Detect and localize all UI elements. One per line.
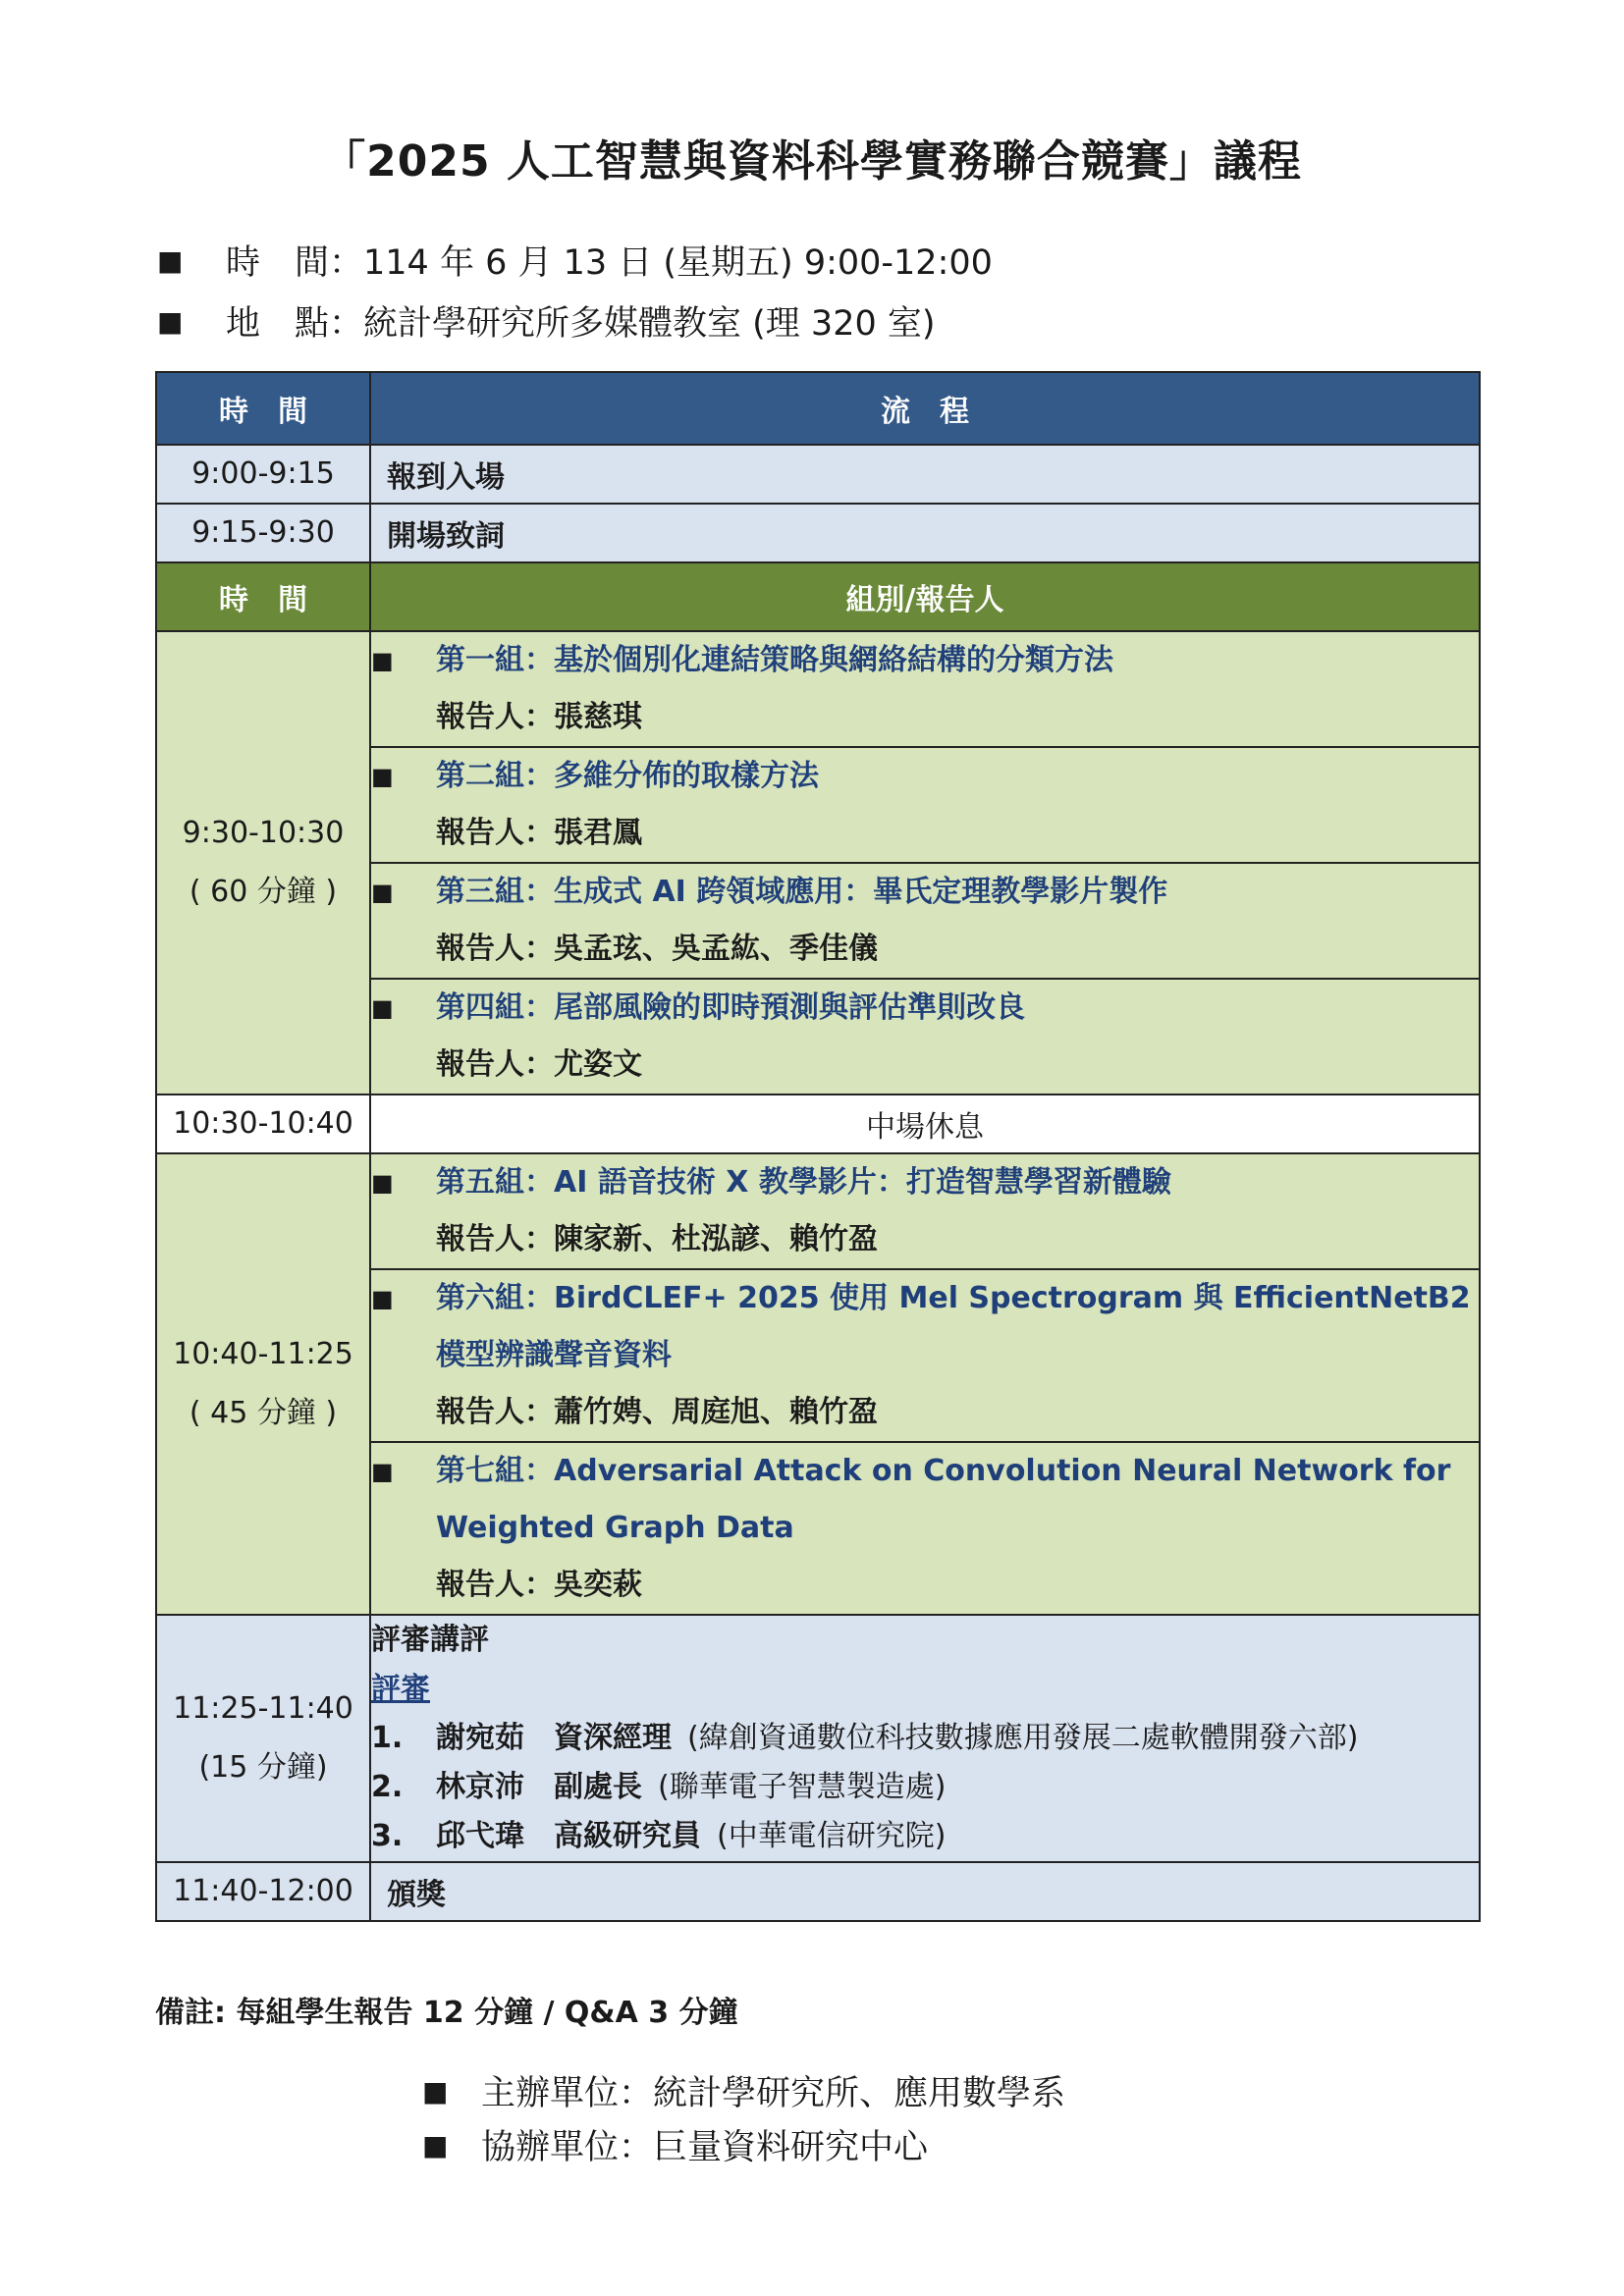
page-title: 「2025 人工智慧與資料科學實務聯合競賽」議程 (322, 136, 1302, 187)
bullet-icon: ■ (422, 2128, 449, 2162)
table-row (156, 1862, 1480, 1921)
jury-member-num: 2. (371, 1770, 404, 1804)
group-cell (370, 1153, 1480, 1269)
group-reporter: 報告人：陳家新、杜泓諺、賴竹盈 (436, 1222, 878, 1256)
note: 備註: 每組學生報告 12 分鐘 / Q&A 3 分鐘 (155, 1996, 738, 2030)
group-cell (370, 747, 1480, 863)
place-label: 地 點： (226, 304, 364, 344)
subheader-time: 時 間 (156, 562, 370, 631)
table-row (156, 504, 1480, 562)
group-cell (370, 1269, 1480, 1442)
info-place (157, 296, 936, 346)
time-value: 114 年 6 月 13 日 (星期五) 9:00-12:00 (363, 243, 993, 283)
square-bullet-icon: ■ (371, 879, 394, 906)
jury-member-org: (聯華電子智慧製造處) (658, 1770, 947, 1804)
jury-member-name: 林京沛 副處長 (436, 1770, 642, 1804)
group-reporter: 報告人：尤姿文 (436, 1047, 642, 1082)
group-reporter: 報告人：蕭竹娉、周庭旭、賴竹盈 (436, 1395, 878, 1429)
group-reporter: 報告人：吳孟玹、吳孟紘、季佳儀 (436, 932, 878, 966)
group-cell (370, 863, 1480, 979)
square-bullet-icon: ■ (371, 1285, 394, 1312)
group-topic: 第五組：AI 語音技術 X 教學影片：打造智慧學習新體驗 (436, 1165, 1171, 1200)
group-cell (370, 1442, 1480, 1615)
row-time: 9:00-9:15 (156, 445, 370, 504)
block1-time: 9:30-10:30 (182, 816, 345, 850)
jury-member-num: 3. (371, 1819, 404, 1853)
table-row (156, 445, 1480, 504)
group-cell (370, 631, 1480, 747)
group-topic: 第四組：尾部風險的即時預測與評估準則改良 (436, 990, 1025, 1025)
block2-duration: ( 45 分鐘 ) (189, 1396, 338, 1430)
group-topic: 第七組：Adversarial Attack on Convolution Neural Network for Weighted Graph Data (436, 1454, 1451, 1545)
co-organizer-text: 協辦單位：巨量資料研究中心 (481, 2128, 929, 2167)
subheader-flow: 組別/報告人 (370, 562, 1480, 631)
table-row (156, 1153, 1480, 1269)
header-time: 時 間 (156, 372, 370, 445)
bullet-icon: ■ (157, 304, 184, 338)
award-flow: 頒獎 (370, 1862, 1480, 1921)
group-topic: 第二組：多維分佈的取樣方法 (436, 759, 819, 793)
square-bullet-icon: ■ (371, 763, 394, 790)
jury-member (371, 1763, 1479, 1812)
jury-member (371, 1812, 1479, 1861)
row-flow: 報到入場 (370, 445, 1480, 504)
jury-subtitle: 評審 (371, 1672, 430, 1706)
header-flow: 流 程 (370, 372, 1480, 445)
block1-time-cell (156, 631, 370, 1095)
block2-time: 10:40-11:25 (173, 1337, 353, 1371)
jury-duration: (15 分鐘) (198, 1750, 328, 1785)
jury-time: 11:25-11:40 (173, 1691, 353, 1726)
row-flow: 開場致詞 (370, 504, 1480, 562)
group-reporter: 報告人：吳奕萩 (436, 1568, 642, 1602)
group-cell (370, 979, 1480, 1095)
table-row (156, 631, 1480, 747)
block1-duration: ( 60 分鐘 ) (189, 875, 338, 909)
jury-member-org: (中華電信研究院) (717, 1819, 947, 1853)
table-row (156, 1095, 1480, 1153)
bullet-icon: ■ (157, 243, 184, 277)
organizer-text: 主辦單位：統計學研究所、應用數學系 (481, 2074, 1066, 2113)
table-header (156, 372, 1480, 445)
square-bullet-icon: ■ (371, 1169, 394, 1197)
table-row (156, 1615, 1480, 1862)
jury-member (371, 1714, 1479, 1763)
break-flow: 中場休息 (370, 1095, 1480, 1153)
organizer (422, 2066, 1065, 2115)
group-reporter: 報告人：張君鳳 (436, 816, 642, 850)
block2-time-cell (156, 1153, 370, 1615)
row-time: 9:15-9:30 (156, 504, 370, 562)
group-topic: 第一組：基於個別化連結策略與網絡結構的分類方法 (436, 643, 1113, 677)
award-time: 11:40-12:00 (156, 1862, 370, 1921)
break-time: 10:30-10:40 (156, 1095, 370, 1153)
co-organizer (422, 2120, 928, 2169)
agenda-table (155, 371, 1481, 1922)
square-bullet-icon: ■ (371, 647, 394, 674)
info-time (157, 236, 993, 285)
bullet-icon: ■ (422, 2074, 449, 2108)
group-reporter: 報告人：張慈琪 (436, 700, 642, 734)
jury-title: 評審講評 (371, 1623, 489, 1657)
jury-member-num: 1. (371, 1721, 404, 1755)
table-subheader (156, 562, 1480, 631)
jury-time-cell (156, 1615, 370, 1862)
time-label: 時 間： (226, 243, 364, 283)
group-topic: 第三組：生成式 AI 跨領域應用：畢氏定理教學影片製作 (436, 875, 1168, 909)
square-bullet-icon: ■ (371, 1458, 394, 1485)
group-topic: 第六組：BirdCLEF+ 2025 使用 Mel Spectrogram 與 EfficientNetB2 模型辨識聲音資料 (436, 1281, 1471, 1372)
jury-member-name: 邱弋瑋 高級研究員 (436, 1819, 701, 1853)
jury-member-org: (緯創資通數位科技數據應用發展二處軟體開發六部) (687, 1721, 1359, 1755)
place-value: 統計學研究所多媒體教室 (理 320 室) (363, 304, 936, 344)
jury-cell (370, 1615, 1480, 1862)
jury-member-name: 謝宛茹 資深經理 (436, 1721, 672, 1755)
square-bullet-icon: ■ (371, 994, 394, 1022)
